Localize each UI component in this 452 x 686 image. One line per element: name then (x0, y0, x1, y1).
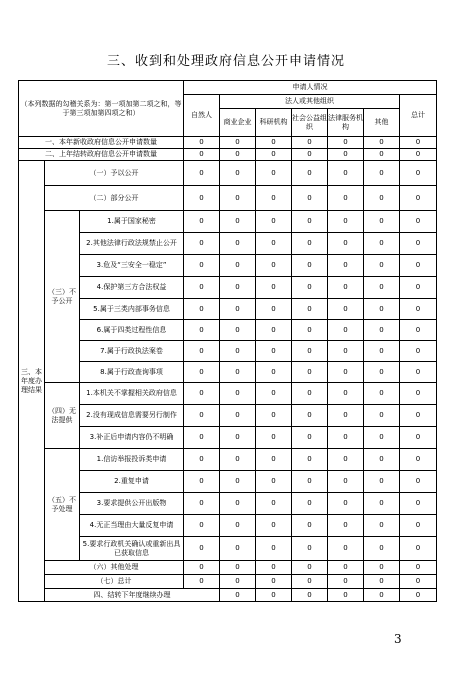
table-row (19, 561, 437, 575)
value-cell: 0 (364, 449, 400, 471)
row-label: 3.补正后申请内容仍不明确 (80, 427, 184, 449)
value-cell: 0 (400, 299, 437, 320)
value-cell: 0 (256, 299, 292, 320)
value-cell: 0 (364, 589, 400, 602)
value-cell: 0 (364, 561, 400, 575)
table-row (19, 493, 437, 515)
section-label-3: 三、本年度办理结果 (19, 161, 45, 602)
value-cell: 0 (292, 233, 328, 255)
value-cell: 0 (292, 537, 328, 561)
value-cell: 0 (184, 362, 220, 383)
header-legal-entity: 法人或其他组织 (220, 95, 400, 109)
value-cell: 0 (364, 515, 400, 537)
value-cell: 0 (328, 161, 364, 186)
header-sub-5: 其他 (364, 109, 400, 137)
value-cell: 0 (292, 137, 328, 149)
value-cell: 0 (220, 161, 256, 186)
value-cell: 0 (364, 575, 400, 589)
value-cell: 0 (400, 449, 437, 471)
row-label: 2.没有现成信息需要另行制作 (80, 405, 184, 427)
value-cell: 0 (364, 233, 400, 255)
value-cell: 0 (328, 362, 364, 383)
value-cell: 0 (184, 255, 220, 277)
value-cell: 0 (400, 255, 437, 277)
value-cell: 0 (292, 561, 328, 575)
value-cell: 0 (184, 161, 220, 186)
row-label: 二、上年结转政府信息公开申请数量 (19, 149, 184, 161)
value-cell: 0 (256, 149, 292, 161)
value-cell: 0 (184, 405, 220, 427)
table-row (19, 575, 437, 589)
value-cell: 0 (220, 320, 256, 341)
value-cell: 0 (184, 211, 220, 233)
value-cell: 0 (400, 427, 437, 449)
value-cell: 0 (364, 493, 400, 515)
value-cell: 0 (184, 186, 220, 211)
header-applicant: 申请人情况 (184, 81, 437, 95)
value-cell: 0 (220, 137, 256, 149)
row-label: （六）其他处理 (45, 561, 184, 575)
value-cell: 0 (328, 493, 364, 515)
value-cell: 0 (400, 383, 437, 405)
value-cell: 0 (364, 137, 400, 149)
value-cell: 0 (292, 362, 328, 383)
value-cell: 0 (184, 341, 220, 362)
value-cell: 0 (328, 471, 364, 493)
value-cell: 0 (364, 471, 400, 493)
value-cell: 0 (220, 515, 256, 537)
value-cell: 0 (364, 537, 400, 561)
value-cell: 0 (184, 493, 220, 515)
header-sub-4: 法律服务机构 (328, 109, 364, 137)
value-cell: 0 (184, 471, 220, 493)
value-cell: 0 (400, 233, 437, 255)
value-cell: 0 (184, 537, 220, 561)
value-cell: 0 (220, 211, 256, 233)
value-cell: 0 (256, 449, 292, 471)
value-cell: 0 (328, 299, 364, 320)
value-cell: 0 (184, 149, 220, 161)
value-cell: 0 (256, 515, 292, 537)
table-row (19, 277, 437, 299)
value-cell: 0 (292, 277, 328, 299)
value-cell: 0 (220, 341, 256, 362)
table-row (19, 449, 437, 471)
value-cell: 0 (328, 137, 364, 149)
header-sub-3: 社会公益组织 (292, 109, 328, 137)
row-label: 5.要求行政机关确认或重新出具已获取信息 (80, 537, 184, 561)
value-cell: 0 (292, 471, 328, 493)
value-cell: 0 (220, 427, 256, 449)
value-cell: 0 (256, 255, 292, 277)
table-row (19, 161, 437, 186)
row-label: 2.其他法律行政法规禁止公开 (80, 233, 184, 255)
value-cell: 0 (364, 299, 400, 320)
value-cell: 0 (220, 186, 256, 211)
row-label: （一）予以公开 (45, 161, 184, 186)
row-label: 一、本年新收政府信息公开申请数量 (19, 137, 184, 149)
value-cell: 0 (184, 277, 220, 299)
value-cell: 0 (364, 211, 400, 233)
value-cell: 0 (292, 493, 328, 515)
value-cell: 0 (400, 211, 437, 233)
row-label: （二）部分公开 (45, 186, 184, 211)
group-label-4: （四）无法提供 (45, 383, 80, 449)
value-cell: 0 (328, 341, 364, 362)
value-cell: 0 (256, 561, 292, 575)
value-cell: 0 (400, 137, 437, 149)
table-row (19, 341, 437, 362)
value-cell: 0 (364, 427, 400, 449)
table-row (19, 589, 437, 602)
value-cell: 0 (400, 320, 437, 341)
value-cell: 0 (220, 362, 256, 383)
value-cell: 0 (220, 537, 256, 561)
table-row (19, 515, 437, 537)
table-row (19, 471, 437, 493)
value-cell: 0 (328, 575, 364, 589)
value-cell: 0 (364, 277, 400, 299)
value-cell: 0 (400, 277, 437, 299)
disclosure-table (18, 80, 437, 602)
value-cell: 0 (256, 320, 292, 341)
value-cell: 0 (400, 589, 437, 602)
value-cell: 0 (256, 471, 292, 493)
table-row (19, 427, 437, 449)
value-cell: 0 (220, 149, 256, 161)
value-cell: 0 (292, 186, 328, 211)
value-cell: 0 (256, 427, 292, 449)
value-cell: 0 (256, 233, 292, 255)
value-cell: 0 (184, 515, 220, 537)
value-cell: 0 (328, 383, 364, 405)
value-cell: 0 (292, 515, 328, 537)
value-cell: 0 (328, 537, 364, 561)
value-cell: 0 (400, 575, 437, 589)
value-cell: 0 (400, 561, 437, 575)
value-cell: 0 (220, 589, 256, 602)
value-cell: 0 (292, 211, 328, 233)
value-cell: 0 (364, 255, 400, 277)
row-label: 4.保护第三方合法权益 (80, 277, 184, 299)
value-cell: 0 (328, 211, 364, 233)
value-cell: 0 (220, 575, 256, 589)
value-cell: 0 (400, 493, 437, 515)
value-cell: 0 (400, 362, 437, 383)
value-cell: 0 (220, 471, 256, 493)
value-cell: 0 (328, 320, 364, 341)
value-cell: 0 (364, 161, 400, 186)
value-cell: 0 (256, 341, 292, 362)
value-cell: 0 (328, 255, 364, 277)
value-cell: 0 (328, 515, 364, 537)
row-label: 2.重复申请 (80, 471, 184, 493)
table-row (19, 383, 437, 405)
value-cell: 0 (256, 575, 292, 589)
value-cell: 0 (220, 449, 256, 471)
value-cell: 0 (364, 383, 400, 405)
value-cell: 0 (256, 161, 292, 186)
header-sub-1: 商业企业 (220, 109, 256, 137)
value-cell: 0 (184, 575, 220, 589)
table-row (19, 405, 437, 427)
row-label: 四、结转下年度继续办理 (45, 589, 220, 602)
value-cell: 0 (292, 449, 328, 471)
value-cell: 0 (328, 561, 364, 575)
group-label-3: （三）不予公开 (45, 211, 80, 383)
table-row (19, 537, 437, 561)
value-cell: 0 (328, 186, 364, 211)
value-cell: 0 (364, 362, 400, 383)
row-label: 5.属于三类内部事务信息 (80, 299, 184, 320)
value-cell: 0 (328, 449, 364, 471)
value-cell: 0 (292, 341, 328, 362)
value-cell: 0 (184, 137, 220, 149)
header-natural-person: 自然人 (184, 95, 220, 137)
value-cell: 0 (184, 299, 220, 320)
table-row (19, 233, 437, 255)
table-row (19, 149, 437, 161)
value-cell: 0 (328, 277, 364, 299)
value-cell: 0 (220, 233, 256, 255)
value-cell: 0 (220, 561, 256, 575)
value-cell: 0 (400, 161, 437, 186)
table-row (19, 362, 437, 383)
value-cell: 0 (364, 186, 400, 211)
value-cell: 0 (292, 149, 328, 161)
row-label: 8.属于行政查询事项 (80, 362, 184, 383)
value-cell: 0 (292, 255, 328, 277)
value-cell: 0 (328, 589, 364, 602)
value-cell: 0 (292, 427, 328, 449)
row-label: 6.属于四类过程性信息 (80, 320, 184, 341)
row-label: 1.属于国家秘密 (80, 211, 184, 233)
group-label-5: （五）不予处理 (45, 449, 80, 561)
value-cell: 0 (364, 405, 400, 427)
value-cell: 0 (292, 383, 328, 405)
value-cell: 0 (400, 515, 437, 537)
row-label: 3.危及“三安全一稳定” (80, 255, 184, 277)
header-sub-2: 科研机构 (256, 109, 292, 137)
value-cell: 0 (328, 233, 364, 255)
value-cell: 0 (400, 471, 437, 493)
value-cell: 0 (220, 255, 256, 277)
row-label: （七）总计 (45, 575, 184, 589)
value-cell: 0 (292, 161, 328, 186)
value-cell: 0 (220, 299, 256, 320)
value-cell: 0 (256, 277, 292, 299)
value-cell: 0 (364, 149, 400, 161)
value-cell: 0 (220, 405, 256, 427)
value-cell: 0 (256, 137, 292, 149)
value-cell: 0 (256, 405, 292, 427)
value-cell: 0 (364, 320, 400, 341)
value-cell: 0 (400, 149, 437, 161)
value-cell: 0 (184, 383, 220, 405)
value-cell: 0 (184, 320, 220, 341)
page-title: 三、收到和处理政府信息公开申请情况 (106, 54, 345, 69)
value-cell: 0 (328, 405, 364, 427)
value-cell: 0 (220, 277, 256, 299)
row-label: 7.属于行政执法案卷 (80, 341, 184, 362)
value-cell: 0 (220, 493, 256, 515)
value-cell: 0 (328, 427, 364, 449)
value-cell: 0 (364, 341, 400, 362)
value-cell: 0 (256, 186, 292, 211)
table-row (19, 211, 437, 233)
value-cell: 0 (400, 341, 437, 362)
value-cell: 0 (256, 493, 292, 515)
value-cell: 0 (292, 320, 328, 341)
table-row (19, 255, 437, 277)
header-note: （本列数据的勾稽关系为：第一项加第二项之和，等于第三项加第四项之和） (19, 81, 184, 137)
table-row (19, 299, 437, 320)
table-row (19, 320, 437, 341)
value-cell: 0 (256, 362, 292, 383)
value-cell: 0 (184, 449, 220, 471)
row-label: 1.本机关不掌握相关政府信息 (80, 383, 184, 405)
value-cell: 0 (184, 233, 220, 255)
value-cell: 0 (292, 405, 328, 427)
value-cell: 0 (256, 383, 292, 405)
value-cell: 0 (220, 383, 256, 405)
value-cell: 0 (400, 405, 437, 427)
value-cell: 0 (292, 575, 328, 589)
value-cell: 0 (400, 186, 437, 211)
page-number: 3 (394, 632, 402, 646)
value-cell: 0 (328, 149, 364, 161)
row-label: 1.信访举报投诉类申请 (80, 449, 184, 471)
row-label: 3.要求提供公开出版物 (80, 493, 184, 515)
value-cell: 0 (292, 299, 328, 320)
table-row (19, 137, 437, 149)
value-cell: 0 (256, 537, 292, 561)
header-total: 总计 (400, 95, 437, 137)
value-cell: 0 (292, 589, 328, 602)
value-cell: 0 (256, 211, 292, 233)
row-label: 4.无正当理由大量反复申请 (80, 515, 184, 537)
value-cell: 0 (400, 537, 437, 561)
value-cell: 0 (184, 561, 220, 575)
table-row (19, 186, 437, 211)
value-cell: 0 (184, 427, 220, 449)
value-cell: 0 (256, 589, 292, 602)
